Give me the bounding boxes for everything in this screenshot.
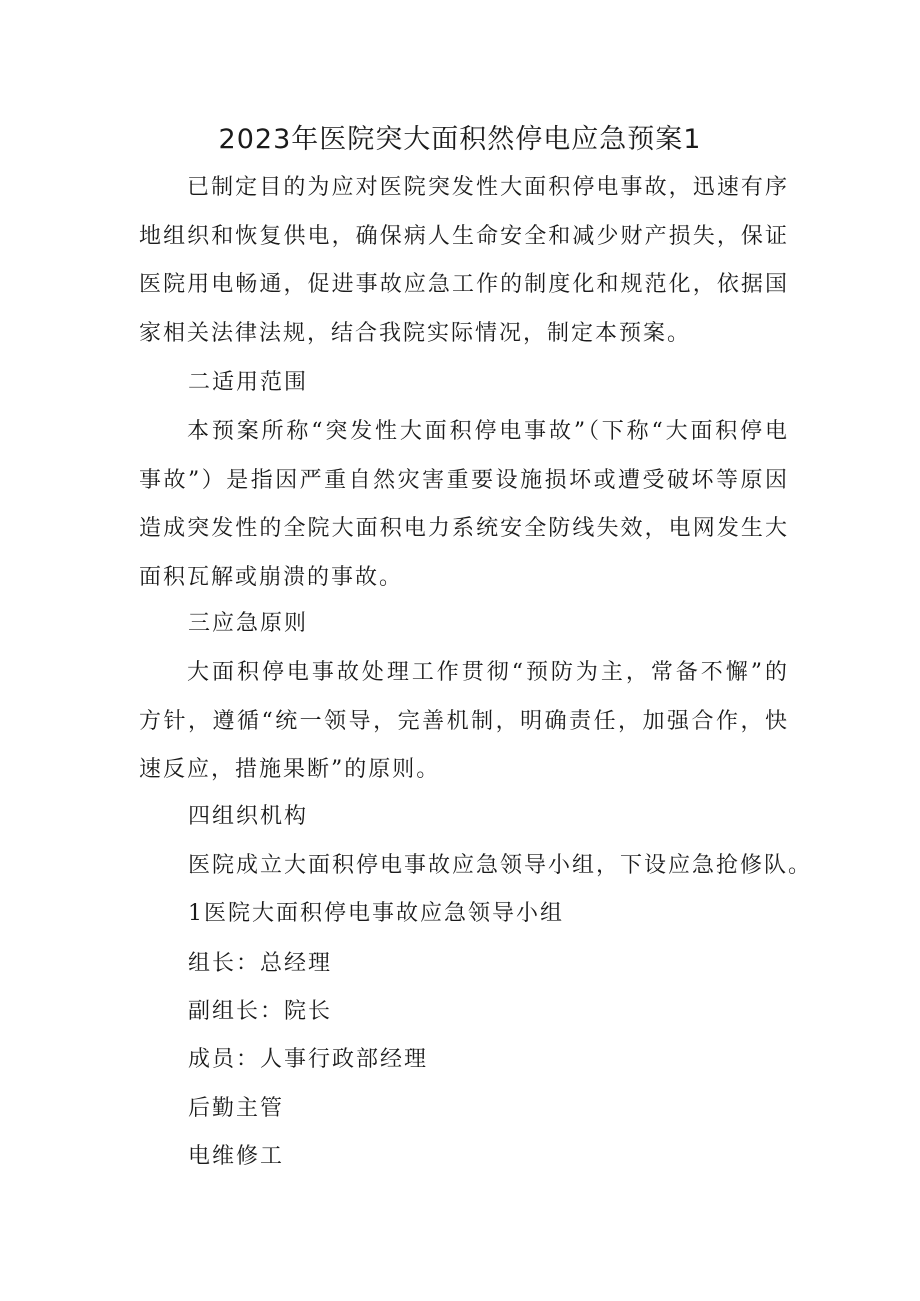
- paragraph-scope: 本预案所称“突发性大面积停电事故”（下称“大面积停电事故”）是指因严重自然灾害重要设施损坏或遭受破坏等原因造成突发性的全院大面积电力系统安全防线失效，电网发生大面积瓦解或崩溃的事故。: [139, 419, 789, 590]
- leading-group-title: 1医院大面积停电事故应急领导小组: [188, 901, 564, 926]
- deputy-group-leader: 副组长：院长: [188, 999, 333, 1024]
- group-members: 成员：人事行政部经理: [188, 1047, 429, 1072]
- member-electrician: 电维修工: [188, 1144, 285, 1169]
- organization-intro: 医院成立大面积停电事故应急领导小组，下设应急抢修队。: [188, 853, 813, 878]
- paragraph-purpose: 已制定目的为应对医院突发性大面积停电事故，迅速有序地组织和恢复供电，确保病人生命安全和减少财产损失，保证医院用电畅通，促进事故应急工作的制度化和规范化，依据国家相关法律法规，结合我院实际情况，制定本预案。: [139, 175, 789, 346]
- heading-organization: 四组织机构: [188, 804, 309, 829]
- member-logistics: 后勤主管: [188, 1096, 285, 1121]
- heading-principle: 三应急原则: [188, 611, 309, 636]
- document-title: 2023年医院突大面积然停电应急预案1: [218, 124, 702, 155]
- group-leader: 组长：总经理: [188, 951, 333, 976]
- paragraph-principle: 大面积停电事故处理工作贯彻“预防为主，常备不懈”的方针，遵循“统一领导，完善机制，明确责任，加强合作，快速反应，措施果断”的原则。: [139, 660, 789, 782]
- heading-scope: 二适用范围: [188, 370, 309, 395]
